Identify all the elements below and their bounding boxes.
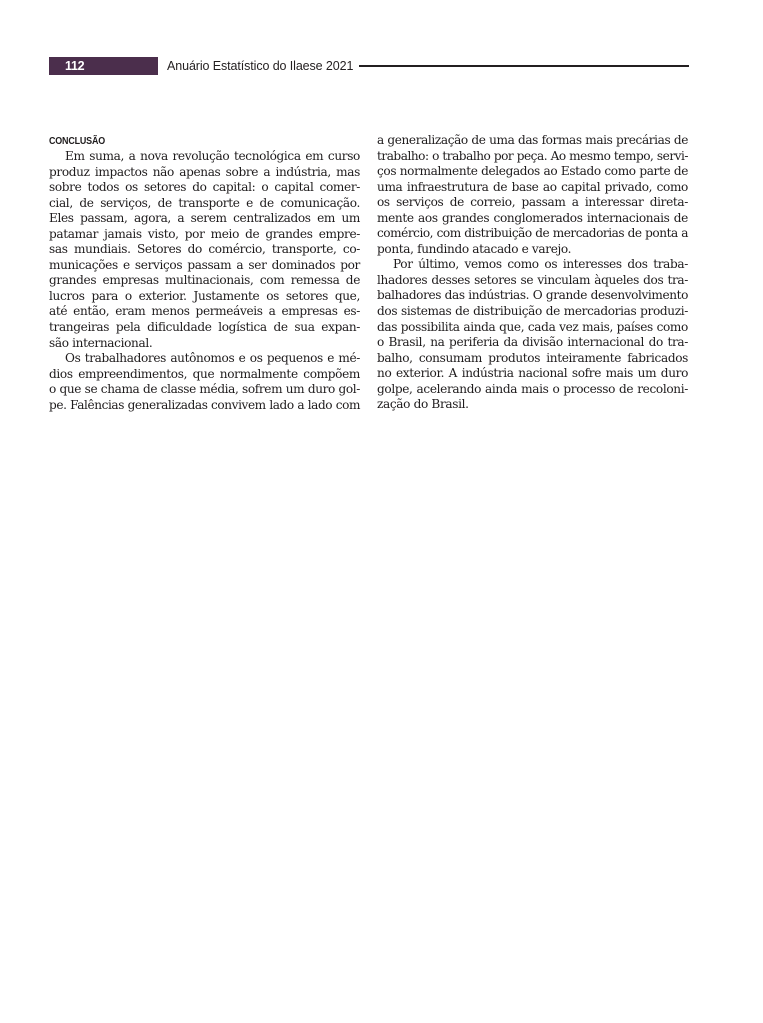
text-line: até então, eram menos permeáveis a empresas es-: [49, 304, 360, 319]
text-line: o que se chama de classe média, sofrem um duro gol-: [49, 382, 360, 397]
text-line: balho, consumam produtos inteiramente fabricados: [377, 350, 688, 365]
left-column-text: [49, 149, 360, 413]
text-line: sobre todos os setores do capital: o capital comer-: [49, 180, 360, 195]
text-line: são internacional.: [49, 335, 153, 350]
text-line: das possibilita ainda que, cada vez mais, países como: [377, 319, 688, 334]
text-line: pe. Falências generalizadas convivem lado a lado com: [49, 397, 360, 412]
text-line: dios empreendimentos, que normalmente compõem: [49, 366, 360, 381]
text-line: balhadores das indústrias. O grande desenvolvimento: [377, 288, 688, 303]
text-line: Em suma, a nova revolução tecnológica em curso: [65, 149, 360, 163]
text-line: no exterior. A indústria nacional sofre mais um duro: [377, 366, 688, 381]
text-line: municações e serviços passam a ser dominados por: [49, 257, 360, 272]
text-line: lucros para o exterior. Justamente os setores que,: [49, 288, 360, 303]
running-title: Anuário Estatístico do Ilaese 2021: [167, 59, 354, 73]
page-number: 112: [49, 57, 158, 75]
text-line: sas mundiais. Setores do comércio, transporte, co-: [49, 242, 360, 257]
text-line: ponta, fundindo atacado e varejo.: [377, 241, 572, 256]
page-header: [49, 57, 689, 75]
right-column-text: [377, 133, 688, 413]
text-line: os serviços de correio, passam a interessar direta-: [377, 195, 688, 210]
text-line: trabalho: o trabalho por peça. Ao mesmo tempo, servi-: [377, 148, 688, 163]
text-line: zação do Brasil.: [377, 397, 469, 412]
text-line: produz impactos não apenas sobre a indústria, mas: [49, 164, 360, 179]
text-line: a generalização de uma das formas mais precárias de: [377, 133, 688, 147]
text-line: comércio, com distribuição de mercadorias de ponta a: [377, 226, 688, 241]
text-line: o Brasil, na periferia da divisão internacional do tra-: [377, 335, 688, 350]
header-rule: [359, 65, 689, 67]
text-line: patamar jamais visto, por meio de grandes empre-: [49, 226, 360, 241]
text-line: ços normalmente delegados ao Estado como parte de: [377, 164, 688, 179]
text-line: lhadores desses setores se vinculam àqueles dos tra-: [377, 272, 688, 287]
text-line: dos sistemas de distribuição de mercadorias produzi-: [377, 304, 688, 319]
left-column: [49, 133, 360, 413]
text-line: trangeiras pela dificuldade logística de sua expan-: [49, 320, 360, 335]
right-column: [377, 133, 688, 413]
text-line: uma infraestrutura de base ao capital privado, como: [377, 179, 688, 194]
text-line: mente aos grandes conglomerados internacionais de: [377, 210, 688, 225]
section-heading: CONCLUSÃO: [49, 135, 105, 147]
text-line: grandes empresas multinacionais, com remessa de: [49, 273, 360, 288]
text-line: cial, de serviços, de transporte e de comunicação.: [49, 195, 360, 210]
text-line: Os trabalhadores autônomos e os pequenos e mé-: [65, 351, 360, 366]
text-line: Por último, vemos como os interesses dos traba-: [393, 257, 688, 272]
text-line: golpe, acelerando ainda mais o processo de recoloni-: [377, 381, 688, 396]
text-line: Eles passam, agora, a serem centralizados em um: [49, 211, 360, 226]
